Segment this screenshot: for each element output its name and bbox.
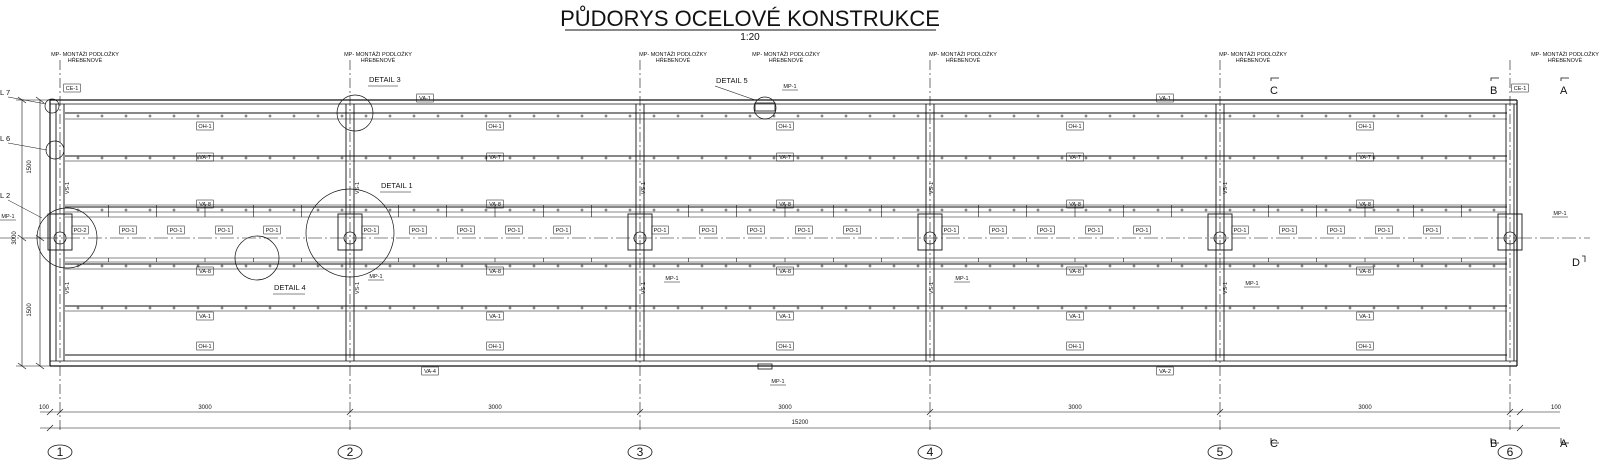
tag-purlin: PO-1 xyxy=(1281,228,1295,234)
tag-purlin: PO-1 xyxy=(121,228,135,234)
top-note: HŘEBENOVÉ xyxy=(360,58,396,64)
tag-vs: VS-1 xyxy=(1223,181,1229,195)
tag-purlin: PO-1 xyxy=(265,228,279,234)
axis-label: 3 xyxy=(636,445,644,459)
tag-mp: MP-1 xyxy=(771,379,785,385)
tag-va-top-right: VA-1 xyxy=(1159,96,1171,102)
section-c-top-label: C xyxy=(1270,85,1278,97)
tag-purlin: PO-1 xyxy=(943,228,957,234)
detail-4-label: DETAIL 4 xyxy=(274,283,306,292)
tag-purlin: PO-1 xyxy=(1135,228,1149,234)
detail-1-label: DETAIL 1 xyxy=(381,181,413,190)
section-b-bottom xyxy=(1490,438,1499,450)
tag-vs: VS-1 xyxy=(65,281,71,295)
tag-mp: MP-1 xyxy=(1,214,15,220)
tag-va-lower: VA-8 xyxy=(1069,269,1081,275)
tag-purlin: PO-1 xyxy=(1233,228,1247,234)
tag-va-lower: VA-8 xyxy=(489,269,501,275)
top-note: MP- MONTÁŽI PODLOŽKY xyxy=(51,52,119,58)
top-note: HŘEBENOVÉ xyxy=(67,58,103,64)
tag-va-mid: VA-8 xyxy=(779,202,791,208)
tag-purlin: PO-1 xyxy=(1039,228,1053,234)
dim-bay-label: 3000 xyxy=(198,405,212,411)
tag-va-bottom-right: VA-2 xyxy=(1159,369,1171,375)
tag-oh-top: OH-1 xyxy=(198,124,212,130)
tag-purlin: PO-1 xyxy=(169,228,183,234)
tag-vs: VS-1 xyxy=(355,281,361,295)
dim-overall: 15200 xyxy=(791,420,809,426)
axis-label: 1 xyxy=(56,445,64,459)
tag-purlin: PO-1 xyxy=(1087,228,1101,234)
tag-va-lower: VA-8 xyxy=(1359,269,1371,275)
section-a-bottom xyxy=(1560,438,1569,450)
tag-purlin: PO-1 xyxy=(507,228,521,234)
tag-mp: MP-1 xyxy=(665,276,679,282)
top-note: HŘEBENOVÉ xyxy=(655,58,691,64)
tag-va-bottom-left: VA-4 xyxy=(424,369,436,375)
tag-mp: MP-1 xyxy=(955,276,969,282)
section-a-bottom-label: A xyxy=(1560,438,1568,450)
edge-detail-l6: L 6 xyxy=(0,134,11,143)
tag-purlin: PO-1 xyxy=(653,228,667,234)
tag-oh-bottom: OH-1 xyxy=(778,344,792,350)
tag-va-upper: VA-7 xyxy=(779,155,791,161)
tag-va-mid: VA-8 xyxy=(1359,202,1371,208)
dim-vertical-lower: 1500 xyxy=(27,303,33,317)
tag-oh-bottom: OH-1 xyxy=(198,344,212,350)
tag-purlin: PO-1 xyxy=(991,228,1005,234)
tag-purlin: PO-1 xyxy=(1377,228,1391,234)
top-note: MP- MONTÁŽI PODLOŽKY xyxy=(752,52,820,58)
dim-edge-left: 100 xyxy=(38,405,50,411)
tag-oh-top: OH-1 xyxy=(1068,124,1082,130)
tag-va-bottom-row: VA-1 xyxy=(199,314,211,320)
edge-detail-l7: L 7 xyxy=(0,88,11,97)
drawing-title: PŮDORYS OCELOVÉ KONSTRUKCE xyxy=(560,6,940,31)
tag-vs: VS-1 xyxy=(641,181,647,195)
tag-oh-bottom: OH-1 xyxy=(1358,344,1372,350)
detail-l6-circle xyxy=(46,141,64,159)
tag-oh-top: OH-1 xyxy=(488,124,502,130)
section-c-top xyxy=(1270,78,1279,97)
section-b-bottom-label: B xyxy=(1490,438,1498,450)
tag-purlin: PO-2 xyxy=(73,228,87,234)
tag-mp: MP-1 xyxy=(1245,281,1259,287)
dim-bay-label: 3000 xyxy=(1358,405,1372,411)
dim-vertical-total: 3000 xyxy=(12,231,18,245)
tag-va-bottom-row: VA-1 xyxy=(1359,314,1371,320)
section-b-top-label: B xyxy=(1490,85,1498,97)
tag-ce-left: CE-1 xyxy=(65,86,79,92)
top-note: MP- MONTÁŽI PODLOŽKY xyxy=(1219,52,1287,58)
top-note: MP- MONTÁŽI PODLOŽKY xyxy=(929,52,997,58)
tag-va-upper: VA-7 xyxy=(199,155,211,161)
section-c-bottom xyxy=(1270,438,1279,450)
dim-bay-label: 3000 xyxy=(1068,405,1082,411)
tag-va-upper: VA-7 xyxy=(489,155,501,161)
tag-oh-top: OH-1 xyxy=(1358,124,1372,130)
section-d xyxy=(1572,256,1585,269)
edge-detail-l2: L 2 xyxy=(0,191,11,200)
steel-structure xyxy=(0,60,1590,459)
tag-purlin: PO-1 xyxy=(217,228,231,234)
tag-vs: VS-1 xyxy=(1223,281,1229,295)
tag-vs: VS-1 xyxy=(641,281,647,295)
tag-va-lower: VA-8 xyxy=(779,269,791,275)
tag-va-upper: VA-7 xyxy=(1359,155,1371,161)
tag-vs: VS-1 xyxy=(929,281,935,295)
axis-label: 6 xyxy=(1506,445,1514,459)
tag-va-mid: VA-8 xyxy=(199,202,211,208)
tag-purlin: PO-1 xyxy=(459,228,473,234)
top-note: HŘEBENOVÉ xyxy=(945,58,981,64)
edge-l6-leader xyxy=(8,143,47,150)
tag-purlin: PO-1 xyxy=(1425,228,1439,234)
tag-oh-bottom: OH-1 xyxy=(1068,344,1082,350)
top-note: HŘEBENOVÉ xyxy=(768,58,804,64)
tag-oh-bottom: OH-1 xyxy=(488,344,502,350)
dim-bay-label: 3000 xyxy=(778,405,792,411)
tag-vs: VS-1 xyxy=(65,181,71,195)
tag-va-mid: VA-8 xyxy=(1069,202,1081,208)
tag-va-mid: VA-8 xyxy=(489,202,501,208)
tag-va-lower: VA-8 xyxy=(199,269,211,275)
tag-mp: MP-1 xyxy=(1553,211,1567,217)
tag-purlin: PO-1 xyxy=(797,228,811,234)
tag-purlin: PO-1 xyxy=(555,228,569,234)
section-a-top-label: A xyxy=(1560,85,1568,97)
axis-label: 5 xyxy=(1216,445,1224,459)
drawing-scale: 1:20 xyxy=(740,32,760,43)
tag-va-upper: VA-7 xyxy=(1069,155,1081,161)
top-note: MP- MONTÁŽI PODLOŽKY xyxy=(344,52,412,58)
tag-va-bottom-row: VA-1 xyxy=(489,314,501,320)
section-d-label: D xyxy=(1572,257,1580,269)
tag-ce-right: CE-1 xyxy=(1513,86,1527,92)
tag-purlin: PO-1 xyxy=(363,228,377,234)
tag-purlin: PO-1 xyxy=(749,228,763,234)
detail-5-label: DETAIL 5 xyxy=(716,76,748,85)
structure-labels xyxy=(1,50,1599,459)
tag-purlin: PO-1 xyxy=(1329,228,1343,234)
tag-vs: VS-1 xyxy=(929,181,935,195)
tag-va-bottom-row: VA-1 xyxy=(1069,314,1081,320)
top-note: MP- MONTÁŽI PODLOŽKY xyxy=(639,52,707,58)
detail-l7-circle xyxy=(45,99,59,113)
tag-vs: VS-1 xyxy=(355,181,361,195)
top-note: HŘEBENOVÉ xyxy=(1235,58,1271,64)
axis-label: 4 xyxy=(926,445,934,459)
axis-label: 2 xyxy=(346,445,354,459)
top-note: MP- MONTÁŽI PODLOŽKY xyxy=(1531,52,1599,58)
section-c-bottom-label: C xyxy=(1270,438,1278,450)
tag-mp: MP-1 xyxy=(369,274,383,280)
dim-edge-right: 100 xyxy=(1550,405,1562,411)
tag-purlin: PO-1 xyxy=(845,228,859,234)
detail-3-label: DETAIL 3 xyxy=(369,75,401,84)
dim-vertical-upper: 1500 xyxy=(27,160,33,174)
section-b-top xyxy=(1490,78,1499,97)
dim-bay-label: 3000 xyxy=(488,405,502,411)
top-note: HŘEBENOVÉ xyxy=(1547,58,1583,64)
tag-oh-top: OH-1 xyxy=(778,124,792,130)
tag-purlin: PO-1 xyxy=(411,228,425,234)
section-a-top xyxy=(1560,78,1569,97)
tag-va-top-left: VA-1 xyxy=(419,96,431,102)
tag-purlin: PO-1 xyxy=(701,228,715,234)
tag-mp: MP-1 xyxy=(783,84,797,90)
detail-5-leader xyxy=(715,86,755,100)
tag-va-bottom-row: VA-1 xyxy=(779,314,791,320)
